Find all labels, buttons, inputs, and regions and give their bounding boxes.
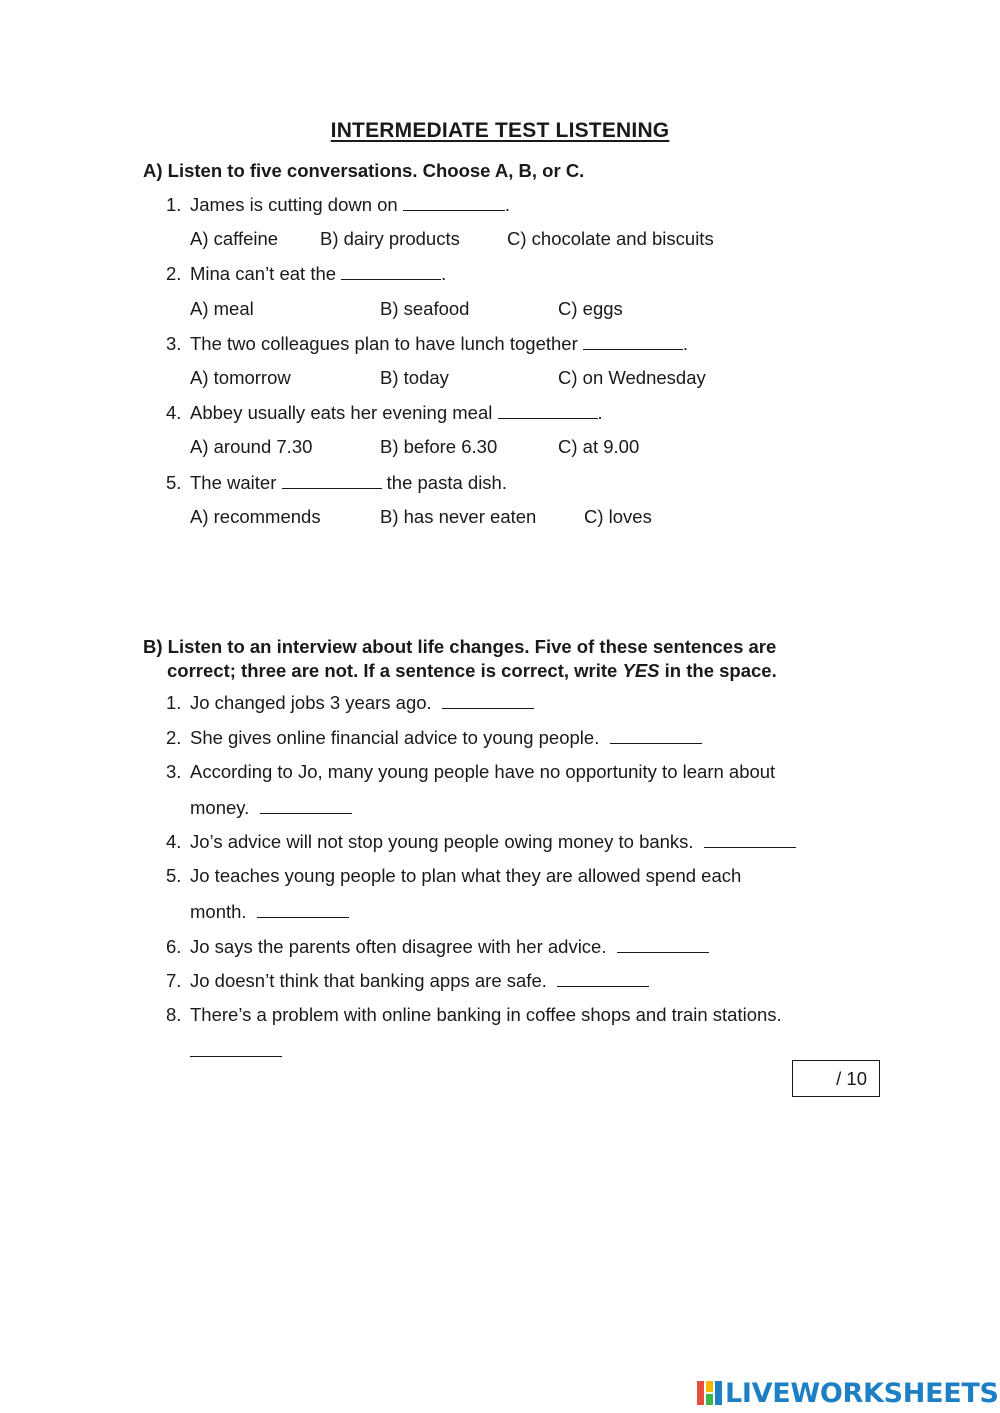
statement-text: She gives online financial advice to young people. (190, 727, 600, 748)
statement-text: Jo teaches young people to plan what they are allowed spend each (190, 865, 742, 886)
option-b[interactable]: B) seafood (380, 298, 470, 319)
statement-b3 (166, 760, 775, 784)
liveworksheets-logo-icon (697, 1379, 723, 1407)
option-c[interactable]: C) at 9.00 (558, 436, 640, 457)
question-text: The two colleagues plan to have lunch together (190, 333, 583, 354)
statement-b4 (166, 829, 796, 854)
heading-text-end: in the space. (659, 660, 777, 681)
statement-b6 (166, 934, 709, 959)
question-number: 4. (166, 402, 182, 423)
option-a[interactable]: A) caffeine (190, 228, 279, 249)
statement-number: 4. (166, 831, 182, 852)
question-text: James is cutting down on (190, 194, 403, 215)
option-c[interactable]: C) eggs (558, 298, 623, 319)
question-text-end: . (597, 402, 603, 423)
question-text-end: . (682, 333, 689, 354)
statement-text: Jo’s advice will not stop young people owing money to banks. (190, 831, 694, 852)
answer-blank[interactable] (617, 934, 709, 953)
option-b[interactable]: B) has never eaten (380, 506, 537, 527)
option-a[interactable]: A) tomorrow (190, 367, 291, 388)
option-a[interactable]: A) around 7.30 (190, 436, 313, 457)
statement-b2 (166, 725, 702, 750)
answer-blank[interactable] (341, 261, 441, 280)
liveworksheets-brand (697, 1376, 999, 1410)
liveworksheets-wordmark: LIVEWORKSHEETS (725, 1377, 999, 1409)
question-a3 (166, 331, 688, 356)
answer-blank[interactable] (704, 829, 796, 848)
question-text-end: the pasta dish. (381, 472, 507, 493)
statement-b7 (166, 968, 649, 993)
question-a4 (166, 400, 603, 425)
option-c[interactable]: C) loves (584, 506, 652, 527)
option-c[interactable]: C) chocolate and biscuits (507, 228, 714, 249)
statement-b1 (166, 690, 534, 715)
answer-blank[interactable] (442, 690, 534, 709)
option-c[interactable]: C) on Wednesday (558, 367, 706, 388)
option-a[interactable]: A) meal (190, 298, 254, 319)
answer-blank[interactable] (557, 968, 649, 987)
answer-blank[interactable] (403, 192, 505, 211)
statement-b8 (166, 1003, 782, 1027)
answer-blank[interactable] (610, 725, 702, 744)
answer-blank[interactable] (282, 470, 382, 489)
option-a[interactable]: A) recommends (190, 506, 321, 527)
statement-text: Jo says the parents often disagree with her advice. (190, 936, 607, 957)
question-text: The waiter (190, 472, 282, 493)
section-b-heading-line2 (143, 659, 777, 683)
statement-number: 3. (166, 761, 182, 782)
section-b-heading (143, 635, 777, 683)
heading-text: correct; three are not. If a sentence is correct, write (167, 660, 623, 681)
question-a2 (166, 261, 446, 286)
question-number: 3. (166, 333, 182, 354)
question-text-end: . (441, 263, 447, 284)
answer-blank[interactable] (190, 1038, 282, 1057)
statement-b8-continued (190, 1038, 282, 1063)
answer-blank[interactable] (257, 899, 349, 918)
question-text: Mina can’t eat the (190, 263, 342, 284)
statement-number: 6. (166, 936, 182, 957)
statement-number: 8. (166, 1004, 182, 1025)
statement-b5 (166, 864, 741, 888)
question-text: Abbey usually eats her evening meal (190, 402, 498, 423)
statement-text-cont: money. (190, 797, 250, 818)
question-number: 2. (166, 263, 182, 284)
heading-emphasis: YES (622, 660, 660, 681)
statement-number: 7. (166, 970, 182, 991)
section-b-heading-line1: B) Listen to an interview about life changes. Five of these sentences are (143, 636, 777, 657)
statement-b5-continued (190, 899, 349, 924)
statement-text: Jo doesn’t think that banking apps are safe. (190, 970, 547, 991)
page-title: INTERMEDIATE TEST LISTENING (330, 119, 670, 142)
answer-blank[interactable] (498, 400, 598, 419)
option-b[interactable]: B) dairy products (320, 228, 460, 249)
statement-text: According to Jo, many young people have no opportunity to learn about (190, 761, 776, 782)
answer-blank[interactable] (583, 331, 683, 350)
statement-text-cont: month. (190, 901, 247, 922)
question-a5 (166, 470, 507, 495)
statement-text: There’s a problem with online banking in coffee shops and train stations. (190, 1004, 782, 1025)
statement-text: Jo changed jobs 3 years ago. (190, 692, 432, 713)
question-text-end: . (504, 194, 510, 215)
option-b[interactable]: B) before 6.30 (380, 436, 498, 457)
question-number: 1. (166, 194, 182, 215)
statement-number: 1. (166, 692, 182, 713)
section-a-heading: A) Listen to five conversations. Choose A, B, or C. (143, 160, 585, 181)
statement-number: 2. (166, 727, 182, 748)
option-b[interactable]: B) today (380, 367, 449, 388)
question-number: 5. (166, 472, 182, 493)
question-a1 (166, 192, 510, 217)
score-box: / 10 (792, 1060, 880, 1097)
statement-b3-continued (190, 795, 352, 820)
statement-number: 5. (166, 865, 182, 886)
answer-blank[interactable] (260, 795, 352, 814)
